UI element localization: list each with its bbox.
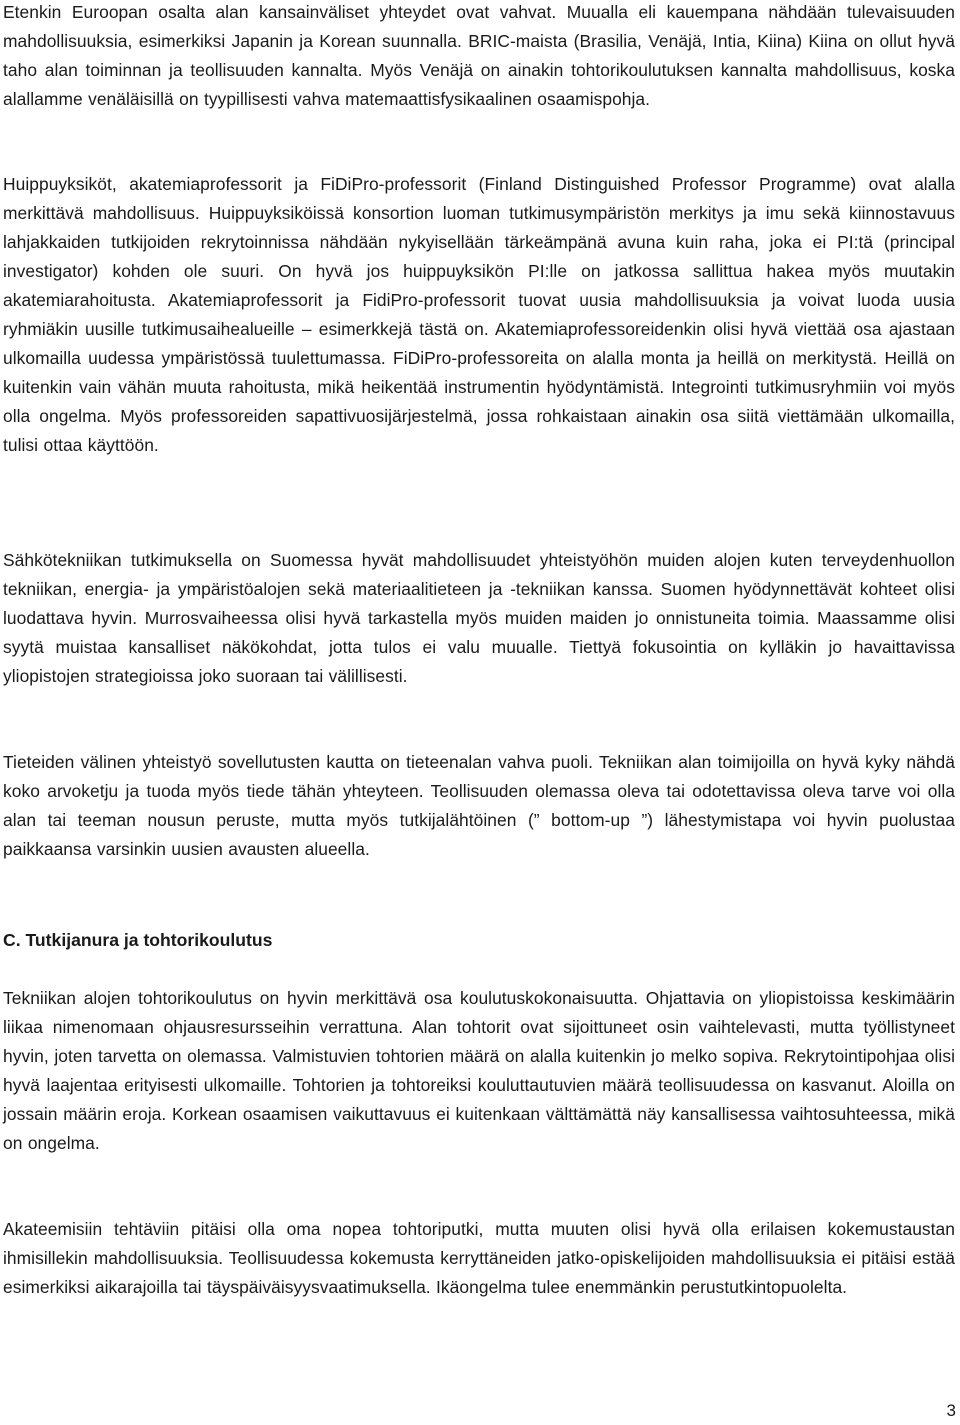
paragraph-interdisciplinary-cooperation: Tieteiden välinen yhteistyö sovellutusten kautta on tieteenalan vahva puoli. Tekniikan alan toimijoilla on hyvä kyky nähdä koko arvoketju ja tuoda myös tiede tähän yhteyteen. Teollisuuden olemassa oleva tai odotettavissa oleva tarve voi olla alan tai teeman nousun peruste, mutta myös tutkijalähtöinen (” bottom-up ”) lähestymistapa voi hyvin puolustaa paikkaansa varsinkin uusien avausten alueella.	[3, 752, 955, 859]
paragraph-cross-disciplinary-opportunities: Sähkötekniikan tutkimuksella on Suomessa hyvät mahdollisuudet yhteistyöhön muiden alojen kuten terveydenhuollon tekniikan, energia- ja ympäristöalojen sekä materiaalitieteen ja -tekniikan kanssa. Suomen hyödynnettävät kohteet olisi luodattava hyvin. Murrosvaiheessa olisi hyvä tarkastella myös muiden maiden jo onnistuneita toimia. Maassamme olisi syytä muistaa kansalliset näkökohdat, jotta tulos ei valu muualle. Tiettyä fokusointia on kylläkin jo havaittavissa yliopistojen strategioissa joko suoraan tai välillisesti.	[3, 550, 955, 686]
paragraph-international-relations: Etenkin Euroopan osalta alan kansainväliset yhteydet ovat vahvat. Muualla eli kauempana nähdään tulevaisuuden mahdollisuuksia, esimerkiksi Japanin ja Korean suunnalla. BRIC-maista (Brasilia, Venäjä, Intia, Kiina) Kiina on ollut hyvä taho alan toiminnan ja teollisuuden kannalta. Myös Venäjä on ainakin tohtorikoulutuksen kannalta mahdollisuus, koska alallamme venäläisillä on tyypillisesti vahva matemaattisfysikaalinen osaamispohja.	[3, 2, 955, 109]
paragraph-centres-of-excellence: Huippuyksiköt, akatemiaprofessorit ja FiDiPro-professorit (Finland Distinguished Professor Programme) ovat alalla merkittävä mahdollisuus. Huippuyksiköissä konsortion luoman tutkimusympäristön merkitys ja imu sekä kiinnostavuus lahjakkaiden tutkijoiden rekrytoinnissa nähdään nykyisellään tärkeämpänä avuna kuin raha, joka ei PI:tä (principal investigator) kohden ole suuri. On hyvä jos huippuyksikön PI:lle on jatkossa sallittua hakea myös muutakin akatemiarahoitusta. Akatemiaprofessorit ja FidiPro-professorit tuovat uusia mahdollisuuksia ja voivat luoda uusia ryhmiäkin uusille tutkimusaihealueille – esimerkkejä tästä on. Akatemiaprofessoreidenkin olisi hyvä viettää osa ajastaan ulkomailla uudessa ympäristössä tuulettumassa. FiDiPro-professoreita on alalla monta ja heillä on merkitystä. Heillä on kuitenkin vain vähän muuta rahoitusta, mikä heikentää instrumentin hyödyntämistä. Integrointi tutkimusryhmiin voi myös olla ongelma. Myös professoreiden sapattivuosijärjestelmä, jossa rohkaistaan ainakin osa siitä viettämään ulkomailla, tulisi ottaa käyttöön.	[3, 174, 955, 455]
paragraph-doctoral-training: Tekniikan alojen tohtorikoulutus on hyvin merkittävä osa koulutuskokonaisuutta. Ohjattavia on yliopistoissa keskimäärin liikaa nimenomaan ohjausresursseihin verrattuna. Alan tohtorit ovat sijoittuneet osin vaihtelevasti, mutta työllistyneet hyvin, joten tarvetta on olemassa. Valmistuvien tohtorien määrä on alalla kuitenkin jo melko sopiva. Rekrytointipohjaa olisi hyvä laajentaa erityisesti ulkomaille. Tohtorien ja tohtoreiksi kouluttautuvien määrä teollisuudessa on kasvanut. Aloilla on jossain määrin eroja. Korkean osaamisen vaikuttavuus ei kuitenkaan välttämättä näy kansallisessa vaihtosuhteessa, mikä on ongelma.	[3, 988, 955, 1153]
paragraph-academic-career-track: Akateemisiin tehtäviin pitäisi olla oma nopea tohtoriputki, mutta muuten olisi hyvä olla erilaisen kokemustaustan ihmisillekin mahdollisuuksia. Teollisuudessa kokemusta kerryttäneiden jatko-opiskelijoiden mahdollisuuksia ei pitäisi estää esimerkiksi aikarajoilla tai täyspäiväisyysvaatimuksella. Ikäongelma tulee enemmänkin perustutkintopuolelta.	[3, 1219, 955, 1297]
section-heading: C. Tutkijanura ja tohtorikoulutus	[3, 930, 273, 950]
page-number: 3	[946, 1401, 956, 1420]
